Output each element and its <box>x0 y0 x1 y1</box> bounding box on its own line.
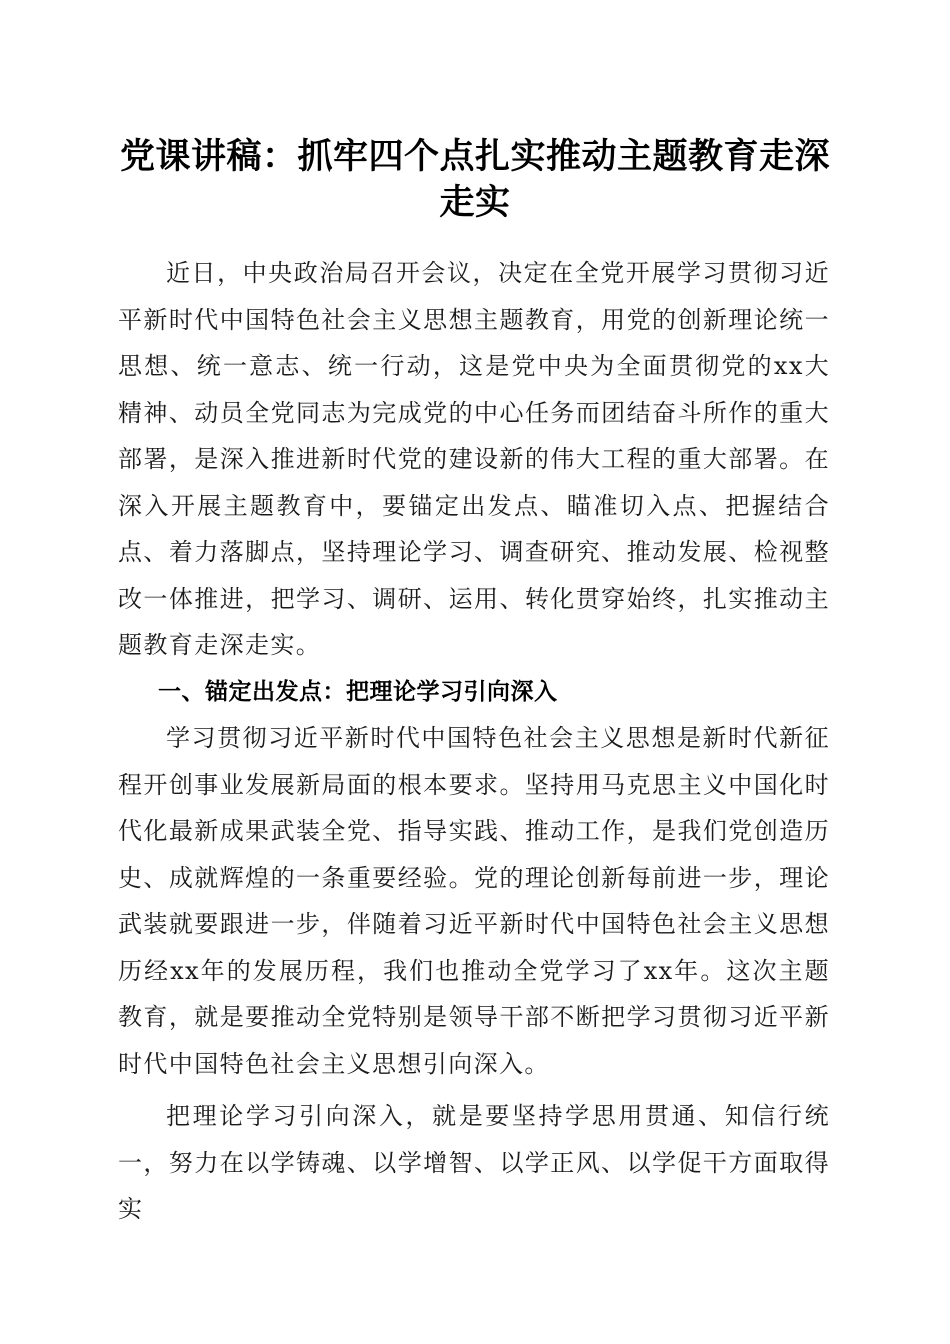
section-1-heading: 一、锚定出发点：把理论学习引向深入 <box>158 678 558 705</box>
section-1-paragraph: 把理论学习引向深入，就是要坚持学思用贯通、知信行统一，努力在以学铸魂、以学增智、以学正风、以学促干方面取得实 <box>118 1102 830 1223</box>
document-title: 党课讲稿：抓牢四个点扎实推动主题教育走深走实 <box>119 136 830 223</box>
document-body <box>118 250 830 1233</box>
intro-paragraph: 近日，中央政治局召开会议，决定在全党开展学习贯彻习近平新时代中国特色社会主义思想主题教育，用党的创新理论统一思想、统一意志、统一行动，这是党中央为全面贯彻党的xx大精神、动员全党同志为完成党的中心任务而团结奋斗所作的重大部署，是深入推进新时代党的建设新的伟大工程的重大部署。在深入开展主题教育中，要锚定出发点、瞄准切入点、把握结合点、着力落脚点，坚持理论学习、调查研究、推动发展、检视整改一体推进，把学习、调研、运用、转化贯穿始终，扎实推动主题教育走深走实。 <box>118 259 830 659</box>
section-1-paragraph: 学习贯彻习近平新时代中国特色社会主义思想是新时代新征程开创事业发展新局面的根本要求。坚持用马克思主义中国化时代化最新成果武装全党、指导实践、推动工作，是我们党创造历史、成就辉煌的一条重要经验。党的理论创新每前进一步，理论武装就要跟进一步，伴随着习近平新时代中国特色社会主义思想历经xx年的发展历程，我们也推动全党学习了xx年。这次主题教育，就是要推动全党特别是领导干部不断把学习贯彻习近平新时代中国特色社会主义思想引向深入。 <box>118 724 830 1078</box>
